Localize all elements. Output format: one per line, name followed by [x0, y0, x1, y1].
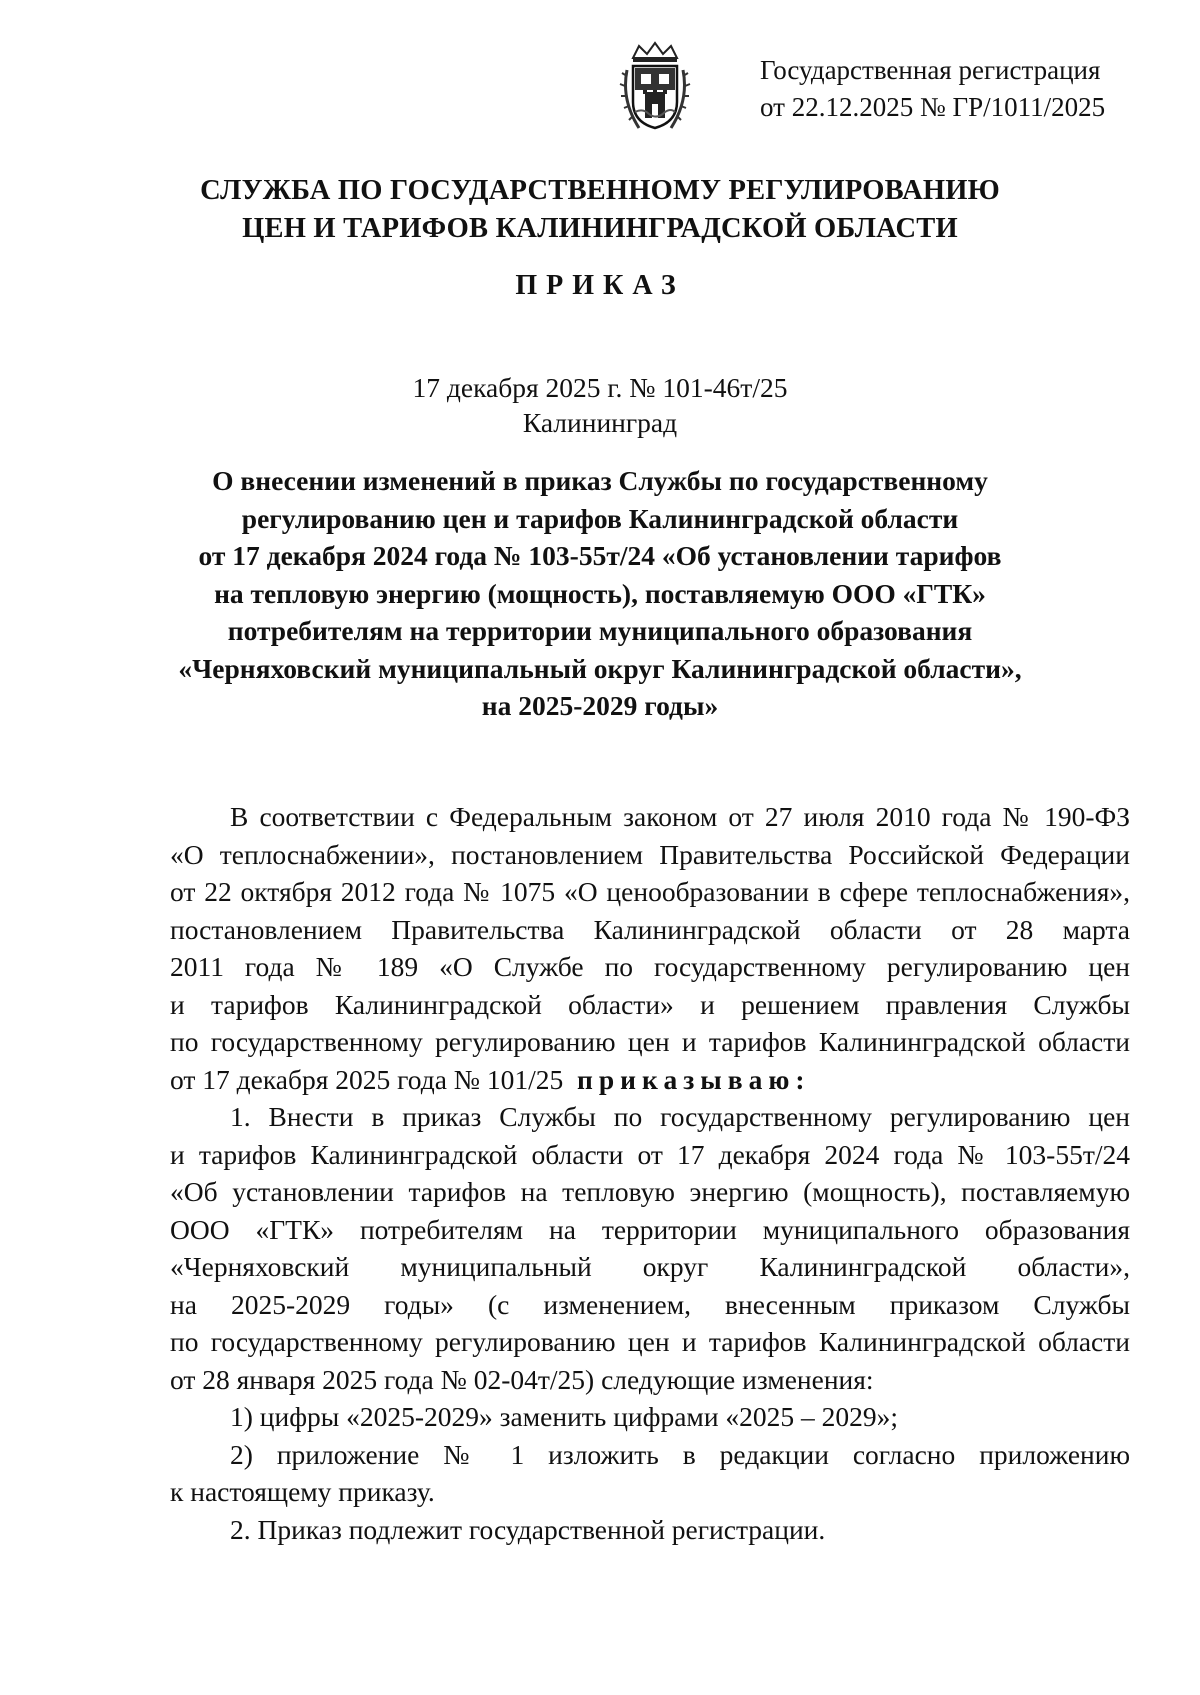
item-1-line: ООО «ГТК» потребителям на территории муниципального образования: [170, 1213, 1130, 1245]
preamble-line: по государственному регулированию цен и тарифов Калининградской области: [170, 1026, 1130, 1057]
subject-line: «Черняховский муниципальный округ Калининградской области»,: [178, 652, 1022, 684]
city: Калининград: [522, 407, 678, 438]
document-subject: [100, 462, 1100, 725]
item-1-line: «Черняховский муниципальный округ Калининградской области»,: [170, 1251, 1130, 1282]
subject-line: О внесении изменений в приказ Службы по государственному: [212, 465, 988, 496]
subitem-2-line-1: 2) приложение № 1 изложить в редакции согласно приложению: [230, 1438, 1130, 1470]
preamble-line: «О теплоснабжении», постановлением Правительства Российской Федерации: [170, 838, 1130, 870]
preamble-line: постановлением Правительства Калининградской области от 28 марта: [170, 913, 1130, 945]
item-1-line: 1. Внести в приказ Службы по государственному регулированию цен: [230, 1101, 1130, 1132]
organization-line-1: СЛУЖБА ПО ГОСУДАРСТВЕННОМУ РЕГУЛИРОВАНИЮ: [200, 175, 1000, 206]
coat-of-arms-icon: [619, 40, 691, 136]
document-date-number: [100, 370, 1100, 440]
item-1-line: и тарифов Калининградской области от 17 декабря 2024 года № 103-55т/24: [170, 1138, 1130, 1170]
subject-line: регулированию цен и тарифов Калининградской области: [241, 502, 959, 534]
document-body: [170, 798, 1130, 1548]
subject-line: на тепловую энергию (мощность), поставляемую ООО «ГТК»: [214, 577, 986, 609]
organization-line-2: ЦЕН И ТАРИФОВ КАЛИНИНГРАДСКОЙ ОБЛАСТИ: [242, 213, 958, 244]
document-type: ПРИКАЗ: [515, 270, 685, 301]
item-2: 2. Приказ подлежит государственной регистрации.: [230, 1513, 826, 1545]
subject-line: потребителям на территории муниципального образования: [227, 615, 973, 646]
registration-line-1: Государственная регистрация: [760, 55, 1101, 85]
subitem-2-line-2: к настоящему приказу.: [170, 1476, 435, 1507]
preamble-tail: от 17 декабря 2025 года № 101/25: [170, 1063, 564, 1095]
order-word: приказываю:: [577, 1063, 811, 1095]
date-and-number: 17 декабря 2025 г. № 101-46т/25: [412, 372, 788, 403]
subject-line: на 2025-2029 годы»: [481, 690, 719, 721]
item-1-line: «Об установлении тарифов на тепловую энергию (мощность), поставляемую: [170, 1176, 1130, 1207]
item-1-line: по государственному регулированию цен и тарифов Калининградской области: [170, 1326, 1130, 1357]
preamble-last-line: [170, 1061, 1130, 1099]
item-1-last-line: от 28 января 2025 года № 02-04т/25) следующие изменения:: [170, 1363, 874, 1395]
registration-line-2: от 22.12.2025 № ГР/1011/2025: [760, 92, 1106, 122]
organization-name: [100, 172, 1100, 248]
subject-line: от 17 декабря 2024 года № 103-55т/24 «Об установлении тарифов: [198, 540, 1002, 571]
preamble-line: от 22 октября 2012 года № 1075 «О ценообразовании в сфере теплоснабжения»,: [170, 876, 1130, 907]
registration-stamp: [760, 52, 1160, 126]
preamble-line: 2011 года № 189 «О Службе по государственному регулированию цен: [170, 951, 1130, 982]
preamble-line: В соответствии с Федеральным законом от 27 июля 2010 года № 190-ФЗ: [230, 801, 1130, 832]
item-1-line: на 2025-2029 годы» (с изменением, внесенным приказом Службы: [170, 1288, 1130, 1320]
subitem-1: 1) цифры «2025-2029» заменить цифрами «2025 – 2029»;: [230, 1401, 899, 1432]
preamble-line: и тарифов Калининградской области» и решением правления Службы: [170, 988, 1130, 1020]
